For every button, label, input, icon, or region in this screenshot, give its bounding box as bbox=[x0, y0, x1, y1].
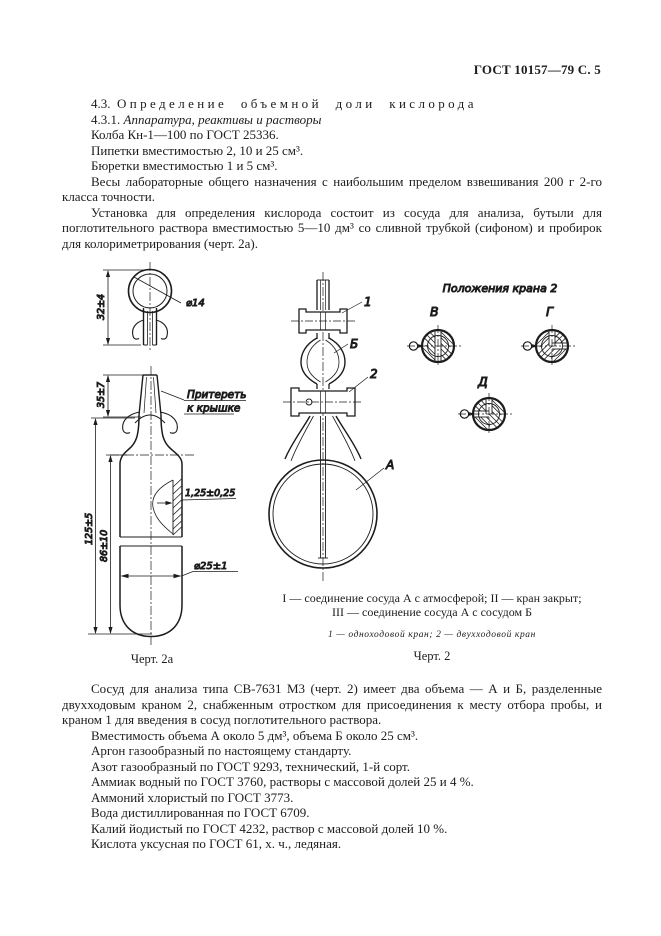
dim-cap-height-label: 32±4 bbox=[96, 293, 107, 320]
dia-cap-label: ⌀14 bbox=[186, 298, 205, 309]
section-heading bbox=[62, 96, 602, 112]
paragraph: Колба Кн-1—100 по ГОСТ 25336. bbox=[91, 127, 279, 142]
grind-note-line1: Притереть bbox=[187, 389, 247, 401]
paragraph: Пипетки вместимостью 2, 10 и 25 см³. bbox=[91, 142, 304, 158]
paragraph: Аммоний хлористый по ГОСТ 3773. bbox=[91, 789, 294, 805]
dia-body-label: ⌀25±1 bbox=[194, 561, 228, 572]
dim-neck-label: 35±7 bbox=[96, 381, 107, 408]
grind-note-line2: к крышке bbox=[187, 402, 241, 415]
cock-positions bbox=[407, 282, 577, 435]
section-number: 4.3. bbox=[91, 96, 111, 111]
paragraph: Азот газообразный по ГОСТ 9293, технический, 1-й сорт. bbox=[91, 758, 411, 774]
dim-total-height-label: 125±5 bbox=[84, 512, 95, 545]
paragraph: Аммиак водный по ГОСТ 3760, растворы с массовой долей 25 и 4 %. bbox=[91, 774, 474, 789]
paragraph: Аргон газообразный по настоящему стандарту. bbox=[91, 743, 352, 758]
figure2-caption: Черт. 2 bbox=[413, 649, 451, 663]
bottle-drawing bbox=[84, 366, 246, 646]
legend-line2: III — соединение сосуда А с сосудом Б bbox=[332, 605, 532, 619]
subsection-heading bbox=[62, 112, 602, 128]
wall-hatch bbox=[173, 479, 182, 535]
cock-position-v bbox=[407, 325, 463, 367]
dim-body-height-label: 86±10 bbox=[99, 529, 110, 562]
paragraph: Установка для определения кислорода состоит из сосуда для анализа, бутыли для поглотительного раствора вместимостью 5—10 дм³ со сливной трубкой (сифоном) и пробирок для колориметрирования (черт. 2а). bbox=[62, 204, 602, 251]
cap-drawing bbox=[96, 262, 205, 352]
legend-line3: 1 — одноходовой кран; 2 — двухходовой кран bbox=[328, 630, 536, 640]
paragraph: Кислота уксусная по ГОСТ 61, х. ч., ледяная. bbox=[91, 836, 342, 851]
top-text-block bbox=[62, 96, 602, 251]
vessel-drawing bbox=[269, 272, 394, 582]
dim-wall-label: 1,25±0,25 bbox=[185, 488, 236, 499]
cock-position-g bbox=[521, 325, 577, 367]
page-header: ГОСТ 10157—79 С. 5 bbox=[473, 62, 601, 77]
positions-title: Положения крана 2 bbox=[442, 282, 558, 295]
paragraph: Вода дистиллированная по ГОСТ 6709. bbox=[91, 805, 310, 820]
paragraph: Весы лабораторные общего назначения с наибольшим пределом взвешивания 200 г 2-го класса точности. bbox=[62, 173, 602, 204]
paragraph: Калий йодистый по ГОСТ 4232, раствор с массовой долей 10 %. bbox=[91, 820, 448, 836]
paragraph: Вместимость объема А около 5 дм³, объема Б около 25 см³. bbox=[91, 727, 419, 743]
section-title: Определение объемной доли кислорода bbox=[117, 96, 477, 111]
bottom-text-block bbox=[62, 681, 602, 852]
cock-position-d bbox=[458, 393, 514, 435]
position-d-label: Д bbox=[478, 374, 488, 389]
paragraph: Бюретки вместимостью 1 и 5 см³. bbox=[91, 158, 278, 173]
subsection-number: 4.3.1. bbox=[91, 111, 121, 127]
figure2-legend bbox=[252, 591, 612, 664]
paragraph: Сосуд для анализа типа СВ-7631 М3 (черт. 2) имеет два объема — А и Б, разделенные двухходовым краном 2, снабженным отростком для присоединения к месту отбора пробы, и краном 1 для введения в сосуд поглотительного раствора. bbox=[62, 681, 602, 727]
position-g-label: Г bbox=[546, 304, 553, 319]
vessel-a-label: А bbox=[386, 458, 395, 472]
position-v-label: В bbox=[430, 304, 439, 319]
cock1-label: 1 bbox=[364, 295, 372, 309]
volume-b-label: Б bbox=[350, 337, 359, 351]
subsection-title: Аппаратура, реактивы и растворы bbox=[123, 111, 322, 127]
figure2a-caption: Черт. 2а bbox=[130, 652, 174, 666]
legend-line1: I — соединение сосуда А с атмосферой; II — кран закрыт; bbox=[282, 591, 582, 605]
cock2-label: 2 bbox=[370, 367, 378, 381]
